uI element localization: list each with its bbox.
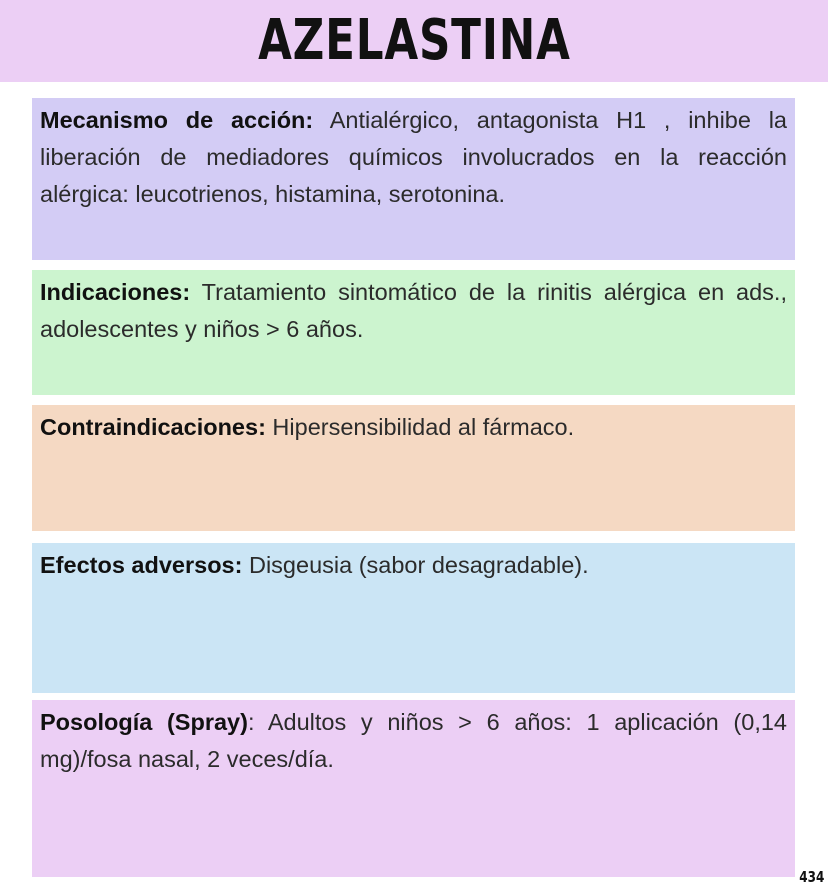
section-text: Disgeusia (sabor desagradable).: [242, 552, 589, 578]
page-number: 434: [798, 868, 824, 886]
section-text: Antialérgico, antagonista H1 , inhibe la liberación de mediadores químicos involucrados en la reacción alérgica: leucotrienos, histamina, serotonina.: [40, 107, 787, 207]
section-label: Mecanismo de acción:: [40, 107, 314, 133]
section-label: Posología (Spray): [40, 709, 248, 735]
section-text: Hipersensibilidad al fármaco.: [265, 414, 575, 440]
section-text: Tratamiento sintomático de la rinitis alérgica en ads., adolescentes y niños > 6 años.: [40, 279, 787, 342]
section-label: Indicaciones:: [40, 279, 191, 305]
section-text: : Adultos y niños > 6 años: 1 aplicación (0,14 mg)/fosa nasal, 2 veces/día.: [40, 709, 787, 772]
section-contraindicaciones: [32, 405, 795, 531]
page-title: AZELASTINA: [257, 8, 571, 73]
section-label: Contraindicaciones:: [40, 414, 266, 440]
section-mecanismo: [32, 98, 795, 260]
section-indicaciones: [32, 270, 795, 395]
title-banner: [0, 0, 828, 82]
section-posologia: [32, 700, 795, 877]
section-efectos-adversos: [32, 543, 795, 693]
section-label: Efectos adversos:: [40, 552, 243, 578]
